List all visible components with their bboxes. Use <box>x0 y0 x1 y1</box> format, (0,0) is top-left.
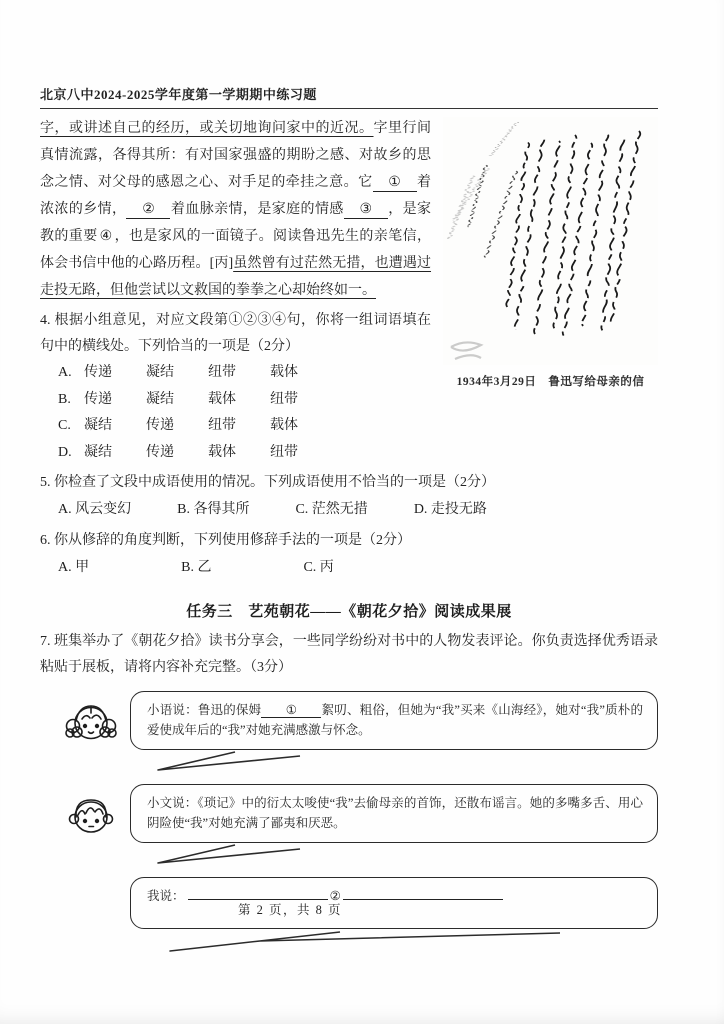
blank-3: ③ <box>344 203 388 219</box>
option-word: 载体 <box>208 391 236 407</box>
option-word: 凝结 <box>146 365 174 380</box>
passage-underlined-tail: 虽然曾有过茫然无措，也遭遇过走投无路，但他尝试以文救国的拳拳之心却始终如一。 <box>40 256 432 298</box>
bing-tag: [丙] <box>209 256 234 271</box>
bubble-row-xiaoyu <box>64 691 658 774</box>
q4-option-b <box>40 387 431 414</box>
answer-underline <box>188 886 328 900</box>
bubble-text: 絮叨、粗俗，但她为“我”买来《山海经》，她对“我”质朴的爱使成年后的“我”对她充满感激与怀念。 <box>147 703 643 737</box>
option-label: C. <box>58 418 71 433</box>
page-header: 北京八中2024-2025学年度第一学期期中练习题 <box>40 87 317 102</box>
option-label: D. <box>58 444 72 460</box>
q5-option: C. 茫然无措 <box>295 502 368 517</box>
letter-caption: 1934年3月29日 鲁迅写给母亲的信 <box>456 376 645 388</box>
option-word: 载体 <box>270 365 298 380</box>
speech-bubble-xiaowen <box>130 784 658 843</box>
q4-option-a <box>40 360 431 387</box>
q5-options <box>40 496 658 524</box>
option-word: 纽带 <box>270 391 298 407</box>
answer-underline <box>343 886 503 900</box>
bubble-row-xiaowen <box>64 784 658 867</box>
passage-body-2: 着浓浓的乡情， <box>40 175 432 217</box>
question-7: 7. 班集举办了《朝花夕拾》读书分享会，一些同学纷纷对书中的人物发表评论。你负责选择优秀语录粘贴于展板，请将内容补充完整。（3分） <box>40 634 658 675</box>
bubble-blank-1: ① <box>261 704 321 718</box>
passage-body-3: 着血脉亲情，是家庭的情感 <box>170 202 344 217</box>
handwritten-letter-graphic <box>443 117 658 365</box>
page-footer: 第 2 页，共 8 页 <box>238 903 343 917</box>
option-word: 载体 <box>270 418 298 433</box>
option-label: B. <box>58 391 71 407</box>
bubble-text: 我说： <box>147 889 185 903</box>
option-word: 传递 <box>84 391 112 407</box>
option-word: 凝结 <box>84 444 112 460</box>
option-word: 传递 <box>84 365 112 380</box>
q5-option: A. 风云变幻 <box>58 502 132 517</box>
bubble-blank-2: ② <box>329 889 341 903</box>
bubble-tail-icon <box>140 929 620 955</box>
header-rule <box>40 108 658 109</box>
bubble-tail-icon <box>140 750 500 774</box>
passage-body-5: ，也是家风的一面镜子。阅读鲁迅先生的亲笔信，体会书信中他的心路历程。 <box>40 229 431 271</box>
option-label: A. <box>58 365 72 380</box>
q5-option: D. 走投无路 <box>413 502 487 517</box>
letter-figure <box>443 117 658 396</box>
option-word: 传递 <box>146 418 174 433</box>
blank-1: ① <box>373 176 417 192</box>
question-5: 5. 你检查了文段中成语使用的情况。下列成语使用不恰当的一项是（2分） <box>40 475 495 490</box>
passage-body-1: 字里行间真情流露，各得其所：有对国家强盛的期盼之感、对故乡的思念之情、对父母的感恩之心、对手足的牵挂之意。它 <box>40 121 431 190</box>
option-word: 传递 <box>146 444 174 460</box>
passage-body-4: ，是家教的重要 <box>40 202 432 244</box>
q6-option: A. 甲 <box>58 560 90 575</box>
q4-option-d <box>40 440 658 467</box>
bubble-text: 小文说：《琐记》中的衍太太唆使“我”去偷母亲的首饰，还散布谣言。她的多嘴多舌、用心阴险使“我”对她充满了鄙夷和厌恶。 <box>147 796 643 830</box>
speech-bubble-xiaoyu <box>130 691 658 750</box>
q6-options <box>40 554 658 582</box>
passage-underlined-lead: 字，或讲述自己的经历，或关切地询问家中的近况。 <box>40 121 374 136</box>
question-4: 4. 根据小组意见，对应文段第①②③④句，你将一组词语填在句中的横线处。下列恰当的一项是（2分） <box>40 313 431 354</box>
option-word: 载体 <box>208 444 236 460</box>
reading-passage <box>40 115 658 466</box>
option-word: 纽带 <box>208 418 236 433</box>
bubble-row-me <box>64 877 658 955</box>
q6-option: C. 丙 <box>303 560 334 575</box>
blank-2: ② <box>126 203 170 219</box>
girl-avatar-icon <box>64 695 118 751</box>
option-word: 凝结 <box>146 391 174 407</box>
option-word: 纽带 <box>208 365 236 380</box>
question-6: 6. 你从修辞的角度判断，下列使用修辞手法的一项是（2分） <box>40 533 411 548</box>
q6-option: B. 乙 <box>181 560 212 575</box>
speech-bubble-me <box>130 877 658 929</box>
task3-title: 任务三 艺苑朝花——《朝花夕拾》阅读成果展 <box>186 604 512 620</box>
bubble-tail-icon <box>140 843 500 867</box>
boy-avatar-icon <box>64 788 118 844</box>
q4-option-c <box>40 413 658 440</box>
q5-option: B. 各得其所 <box>177 502 250 517</box>
blank-4: ④ <box>99 229 113 244</box>
option-word: 纽带 <box>270 444 298 460</box>
option-word: 凝结 <box>84 418 112 433</box>
bubble-text: 小语说：鲁迅的保姆 <box>147 703 262 717</box>
